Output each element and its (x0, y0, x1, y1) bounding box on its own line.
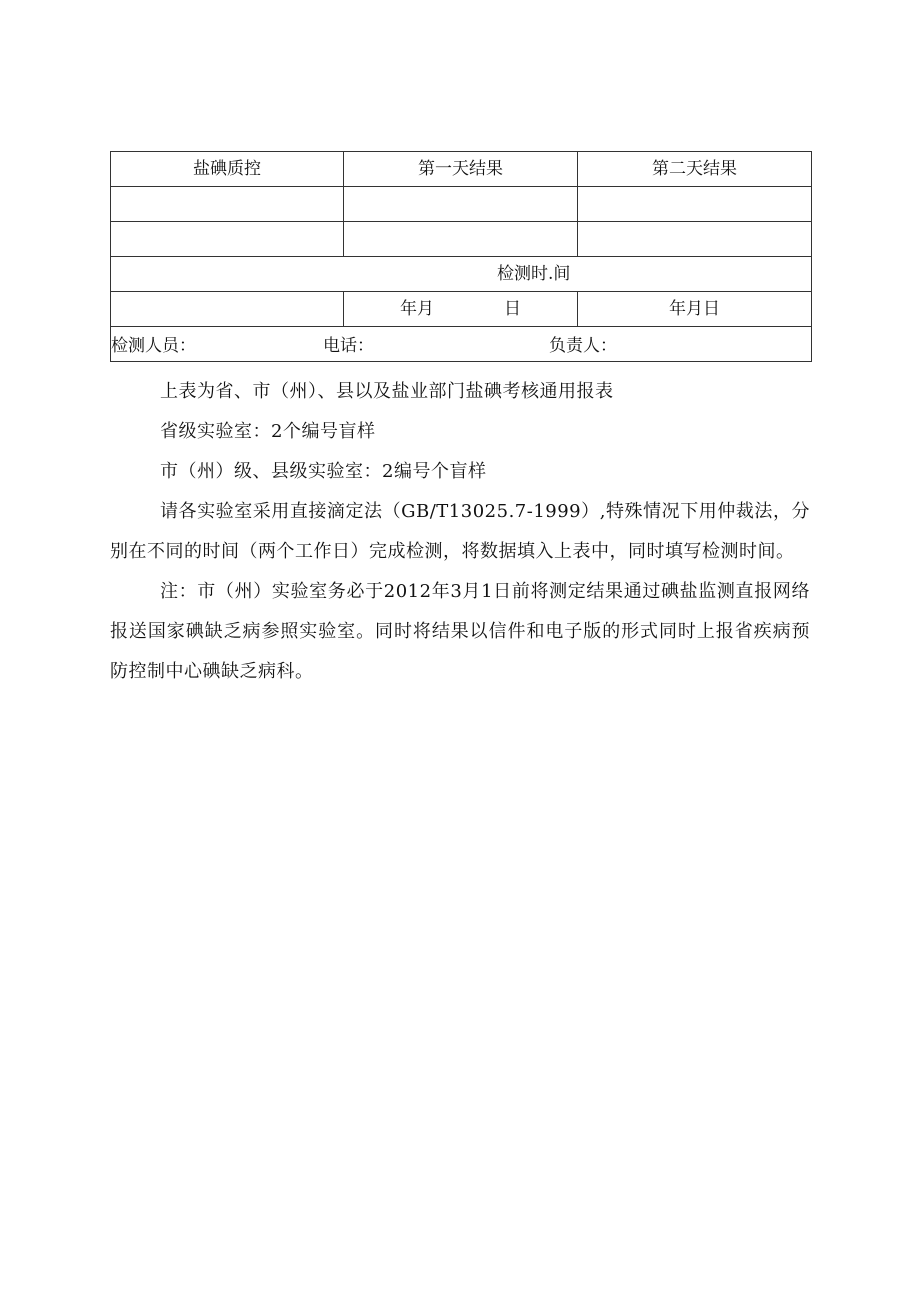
note-paragraph-deadline: 注：市（州）实验室务必于2012年3月1日前将测定结果通过碘盐监测直报网络报送国家碘缺乏病参照实验室。同时将结果以信件和电子版的形式同时上报省疾病预防控制中心碘缺乏病科。 (110, 581, 810, 682)
phone-label: 电话： (323, 336, 374, 356)
table-cell-empty (111, 292, 344, 327)
header-cell-day1: 第一天结果 (344, 152, 578, 187)
table-header-row (111, 152, 812, 187)
table-cell-empty (344, 187, 578, 222)
note-line-city-county: 市（州）级、县级实验室：2编号个盲样 (160, 461, 487, 482)
detect-time-row (111, 257, 812, 292)
tester-label: 检测人员： (111, 336, 196, 356)
manager-label: 负责人： (549, 336, 617, 356)
signature-row (111, 327, 812, 362)
table-cell-empty (578, 187, 812, 222)
table-cell-empty (111, 222, 344, 257)
header-cell-qc: 盐碘质控 (111, 152, 344, 187)
date-day1-day: 日 (504, 299, 521, 319)
note-line-provincial: 省级实验室：2个编号盲样 (160, 421, 376, 442)
note-paragraph-method: 请各实验室采用直接滴定法（GB/T13025.7-1999）,特殊情况下用仲裁法，分别在不同的时间（两个工作日）完成检测，将数据填入上表中，同时填写检测时间。 (110, 501, 810, 562)
table-cell-empty (111, 187, 344, 222)
signature-cell (111, 327, 812, 362)
table-row (111, 187, 812, 222)
date-row (111, 292, 812, 327)
date-day1-year-month: 年月 (400, 299, 434, 319)
detect-time-label: 检测时.间 (111, 257, 812, 292)
table-cell-empty (578, 222, 812, 257)
table-cell-empty (344, 222, 578, 257)
date-cell-day1 (344, 292, 578, 327)
table-row (111, 222, 812, 257)
notes-section (110, 372, 810, 692)
header-cell-day2: 第二天结果 (578, 152, 812, 187)
date-cell-day2: 年月日 (578, 292, 812, 327)
salt-iodine-qc-table (110, 151, 812, 362)
note-line-general: 上表为省、市（州）、县以及盐业部门盐碘考核通用报表 (160, 381, 614, 402)
